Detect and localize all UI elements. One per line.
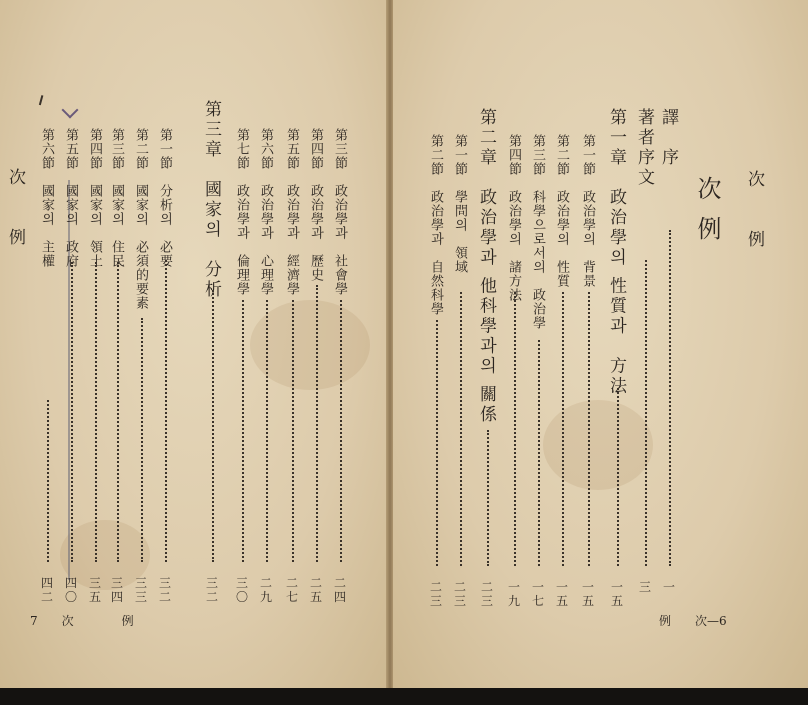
toc-page-number: 一五 bbox=[610, 580, 623, 608]
toc-entry-label: 著者序文 bbox=[634, 108, 654, 188]
toc-entry-label: 第七節 政治學과 倫理學 bbox=[234, 128, 249, 296]
toc-page-number: 三二 bbox=[205, 576, 218, 604]
toc-chapter-label: 第三章 國家의 分析 bbox=[201, 100, 221, 300]
toc-entry-label: 第一節 分析의 必要 bbox=[157, 128, 172, 268]
paper-stain bbox=[250, 300, 370, 390]
left-page bbox=[0, 0, 389, 688]
page-footer-right: 例 次—6 bbox=[659, 614, 727, 628]
toc-page-number: 一 bbox=[662, 580, 675, 594]
dot-leader bbox=[514, 292, 516, 566]
toc-entry-label: 第四節 政治學과 歷史 bbox=[308, 128, 323, 282]
dot-leader bbox=[71, 262, 73, 562]
toc-page-number: 四二 bbox=[40, 576, 53, 604]
dot-leader bbox=[588, 292, 590, 566]
toc-page-number: 一五 bbox=[581, 580, 594, 608]
dot-leader bbox=[292, 300, 294, 562]
dot-leader bbox=[141, 318, 143, 562]
dot-leader bbox=[669, 230, 671, 566]
dot-leader bbox=[316, 285, 318, 562]
toc-page-number: 三五 bbox=[88, 576, 101, 604]
dot-leader bbox=[436, 320, 438, 566]
toc-entry-label: 第一節 學問의 領域 bbox=[452, 134, 467, 274]
right-page bbox=[392, 0, 808, 688]
toc-page-number: 二三 bbox=[453, 580, 466, 608]
toc-entry-label: 第五節 國家의 政府 bbox=[63, 128, 78, 268]
toc-page-number: 三三 bbox=[134, 576, 147, 604]
paper-stain bbox=[543, 400, 653, 490]
toc-page-number: 二七 bbox=[285, 576, 298, 604]
dot-leader bbox=[47, 400, 49, 562]
toc-page-number: 三〇 bbox=[235, 576, 248, 604]
toc-entry-label: 第一節 政治學의 背景 bbox=[580, 134, 595, 288]
toc-entry-label: 第五節 政治學과 經濟學 bbox=[284, 128, 299, 296]
toc-entry-label: 第三節 國家의 住民 bbox=[109, 128, 124, 268]
running-head-left: 次 例 bbox=[5, 168, 25, 248]
toc-entry-label: 第二節 政治學과 自然科學 bbox=[428, 134, 443, 316]
toc-title: 次例 bbox=[693, 176, 721, 256]
toc-entry-label: 第六節 政治學과 心理學 bbox=[258, 128, 273, 296]
toc-entry-label: 第三節 科學으로서의 政治學 bbox=[530, 134, 545, 330]
toc-entry-label: 第四節 國家의 領土 bbox=[87, 128, 102, 268]
toc-page-number: 三 bbox=[638, 580, 651, 594]
dot-leader bbox=[562, 292, 564, 566]
toc-chapter-label: 第一章 政治學의 性質과 方法 bbox=[606, 108, 626, 397]
dot-leader bbox=[617, 388, 619, 566]
toc-page-number: 二四 bbox=[333, 576, 346, 604]
dot-leader bbox=[165, 260, 167, 562]
page-footer-left: 7 次 例 bbox=[30, 614, 134, 628]
toc-entry-label: 第三節 政治學과 社會學 bbox=[332, 128, 347, 296]
dot-leader bbox=[266, 300, 268, 562]
toc-entry-label: 第二節 政治學의 性質 bbox=[554, 134, 569, 288]
dot-leader bbox=[117, 262, 119, 562]
toc-entry-label: 第六節 國家의 主權 bbox=[39, 128, 54, 268]
scan-edge bbox=[0, 688, 808, 705]
dot-leader bbox=[340, 300, 342, 562]
toc-page-number: 一七 bbox=[531, 580, 544, 608]
dot-leader bbox=[95, 262, 97, 562]
check-mark bbox=[62, 102, 79, 119]
dot-leader bbox=[538, 340, 540, 566]
toc-page-number: 一九 bbox=[507, 580, 520, 608]
toc-entry-label: 第四節 政治學의 諸方法 bbox=[506, 134, 521, 302]
toc-chapter-label: 第二章 政治學과 他科學과의 關係 bbox=[476, 108, 496, 425]
toc-page-number: 二三 bbox=[429, 580, 442, 608]
dot-leader bbox=[212, 290, 214, 562]
toc-page-number: 四〇 bbox=[64, 576, 77, 604]
dot-leader bbox=[460, 292, 462, 566]
toc-page-number: 三四 bbox=[110, 576, 123, 604]
toc-page-number: 二九 bbox=[259, 576, 272, 604]
dot-leader bbox=[487, 430, 489, 566]
toc-page-number: 二五 bbox=[309, 576, 322, 604]
toc-page-number: 三二 bbox=[158, 576, 171, 604]
dot-leader bbox=[242, 300, 244, 562]
toc-entry-label: 譯 序 bbox=[658, 108, 678, 168]
toc-page-number: 二三 bbox=[480, 580, 493, 608]
running-head-right: 次 例 bbox=[744, 170, 764, 250]
dot-leader bbox=[645, 260, 647, 566]
toc-page-number: 一五 bbox=[555, 580, 568, 608]
pencil-mark bbox=[39, 95, 49, 107]
toc-entry-label: 第二節 國家의 必須的要素 bbox=[133, 128, 148, 310]
